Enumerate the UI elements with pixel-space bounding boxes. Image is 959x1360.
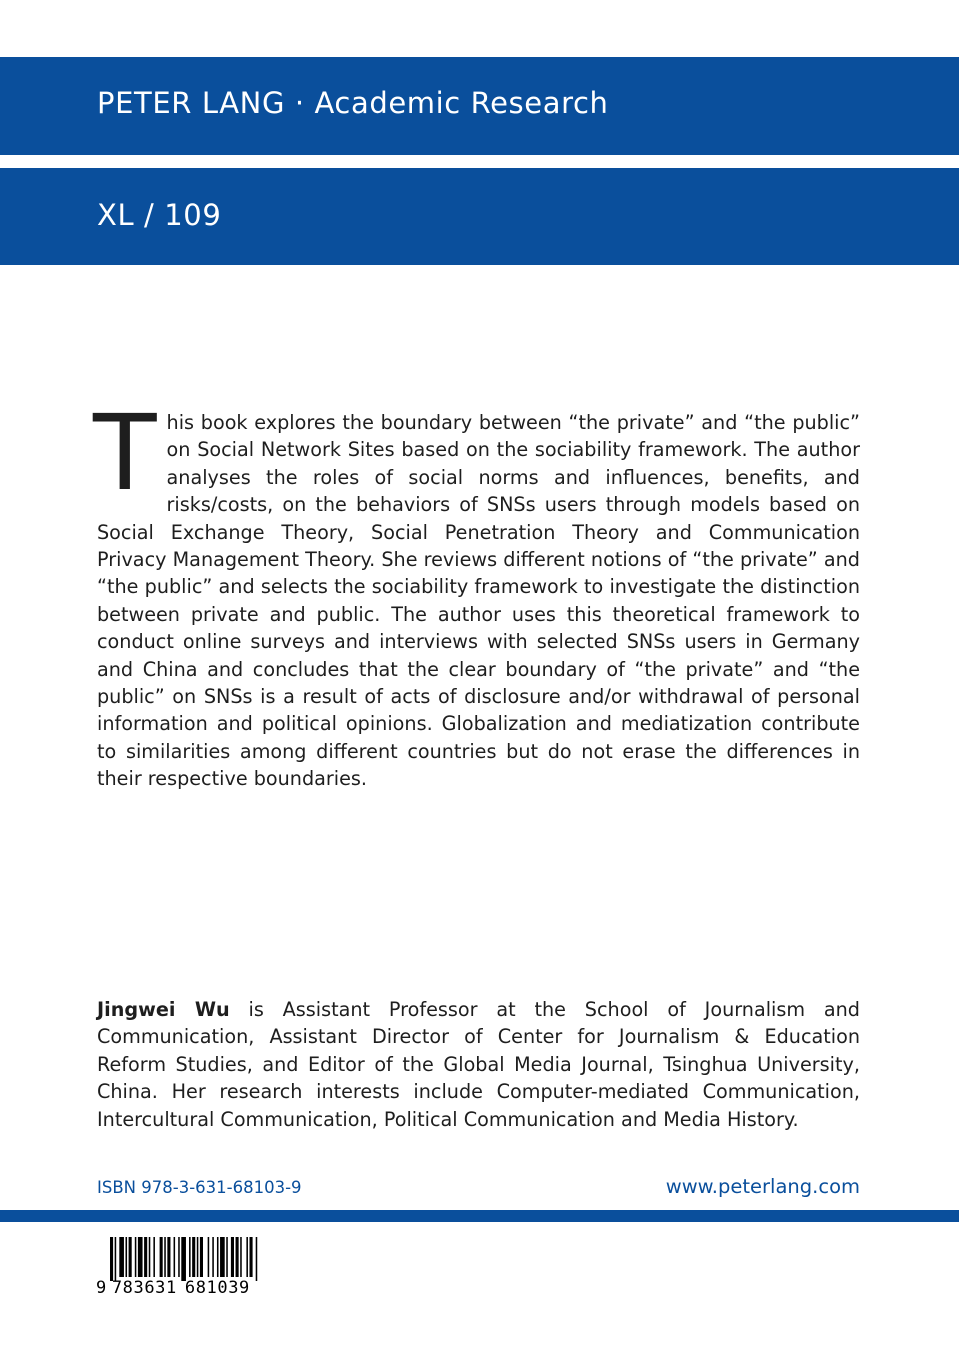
barcode-bar (110, 1237, 113, 1281)
barcode-bars-icon (96, 1237, 292, 1281)
isbn-label: ISBN 978-3-631-68103-9 (97, 1178, 302, 1197)
author-bio (97, 996, 860, 1133)
barcode-bar (149, 1237, 151, 1277)
barcode-bar (135, 1237, 137, 1277)
barcode-bar (200, 1237, 203, 1277)
barcode-bar (115, 1237, 117, 1281)
author-name: Jingwei Wu (97, 998, 230, 1021)
volume-number: XL / 109 (97, 198, 222, 232)
barcode-bar (220, 1237, 225, 1277)
footer-rule (0, 1210, 959, 1222)
author-bio-text: is Assistant Professor at the School of Journalism and Communication, Assistant Director of Center for Journalism & Education Reform Studies, and Editor of the Global Media Journal, Tsinghua University, China. Her research interests include Computer-mediated Communication, Intercultural Communication, Political Communication and Media History. (97, 998, 860, 1131)
barcode-bar (197, 1237, 199, 1277)
barcode-bar (246, 1237, 248, 1277)
barcode-bar (192, 1237, 195, 1277)
barcode-bar (208, 1237, 210, 1277)
barcode-bar (126, 1237, 128, 1277)
series-title: PETER LANG · Academic Research (97, 86, 609, 120)
barcode-bar (153, 1237, 155, 1277)
barcode-bar (217, 1237, 219, 1277)
barcode-bar (144, 1237, 147, 1277)
publisher-website-link[interactable]: www.peterlang.com (665, 1175, 860, 1198)
drop-cap: T (93, 392, 157, 514)
barcode-bar (212, 1237, 214, 1277)
volume-band (0, 168, 959, 265)
barcode-bar (174, 1237, 176, 1277)
barcode-bar (138, 1237, 143, 1277)
description-text: his book explores the boundary between “the private” and “the public” on Social Network Sites based on the sociability framework. The author analyses the roles of social norms and influences, benefits, and risks/costs, on the behaviors of SNSs users through models based on Social Exchange Theory, Social Penetration Theory and Communication Privacy Management Theory. She reviews different notions of “the private” and “the public” and selects the sociability framework to investigate the distinction between private and public. The author uses this theoretical framework to conduct online surveys and interviews with selected SNSs users in Germany and China and concludes that the clear boundary of “the private” and “the public” on SNSs is a result of acts of disclosure and/or withdrawal of personal information and political opinions. Globalization and mediatization contribute to similarities among different countries but do not erase the differences in their respective boundaries. (97, 411, 860, 791)
barcode-bar (250, 1237, 253, 1277)
barcode-bar (167, 1237, 170, 1277)
barcode-bar (164, 1237, 166, 1277)
book-description (93, 392, 860, 793)
barcode-bar (119, 1237, 124, 1277)
barcode-bar (240, 1237, 242, 1277)
barcode-group-1: 783631 (111, 1278, 177, 1298)
barcode-bar (189, 1237, 191, 1277)
barcode-bar (226, 1237, 228, 1277)
barcode-bar (231, 1237, 234, 1277)
barcode-bar (178, 1237, 180, 1277)
barcode-lead-digit: 9 (96, 1278, 107, 1298)
barcode-bar (256, 1237, 258, 1281)
barcode-digits (96, 1278, 250, 1298)
barcode-bar (129, 1237, 132, 1277)
barcode-bar (160, 1237, 163, 1277)
barcode-group-2: 681039 (184, 1278, 250, 1298)
barcode (96, 1237, 292, 1297)
series-header-band (0, 57, 959, 155)
barcode-bar (236, 1237, 239, 1277)
barcode-bar (181, 1237, 186, 1281)
